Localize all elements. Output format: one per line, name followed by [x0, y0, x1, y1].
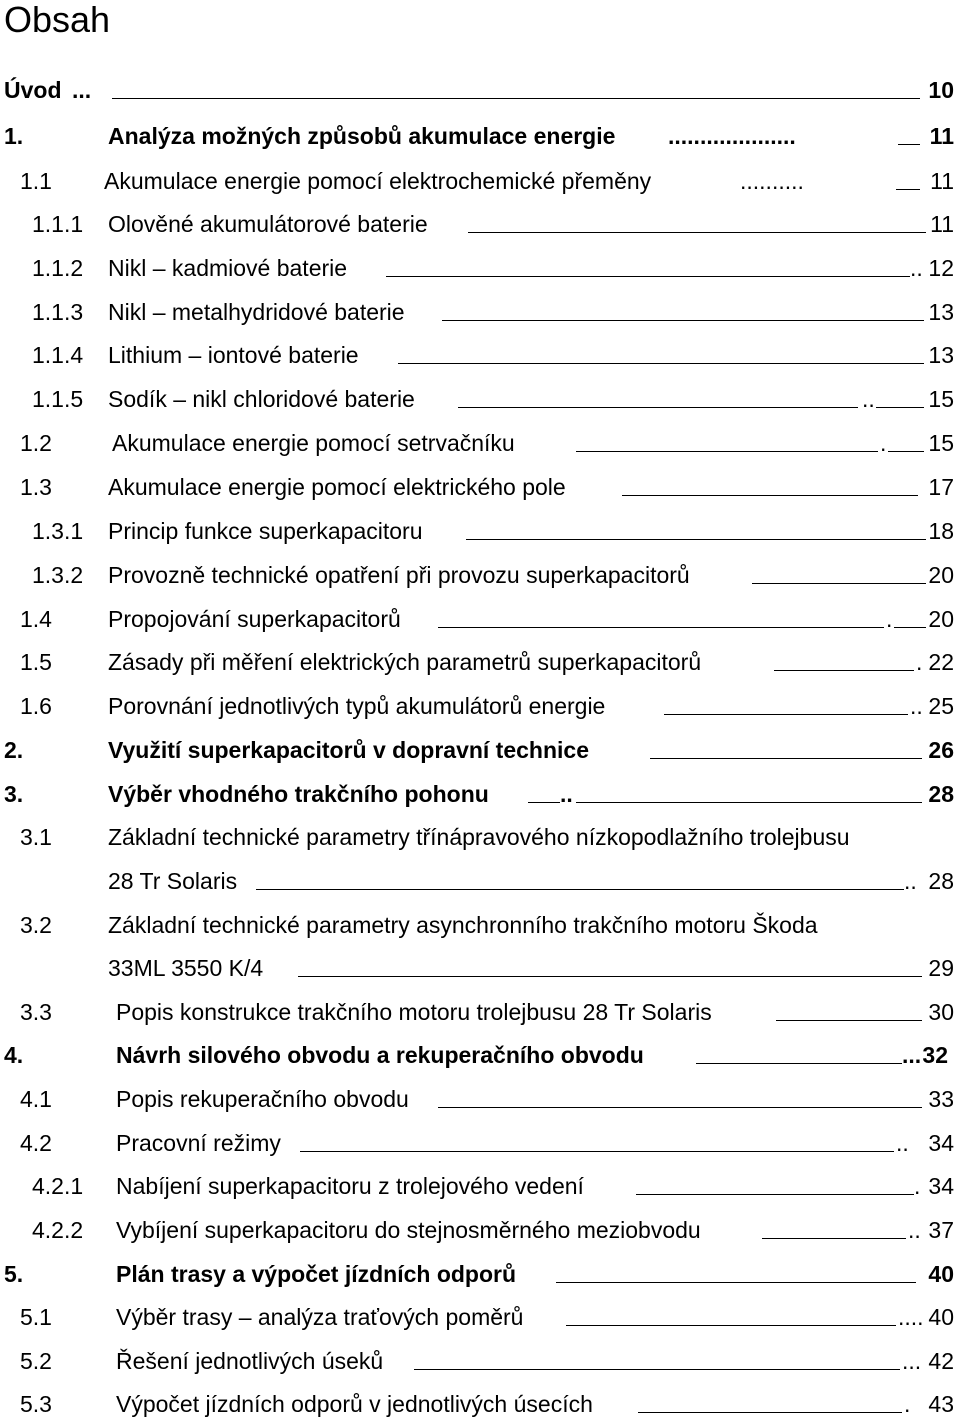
toc-entry-dots-text: ...	[72, 77, 92, 103]
toc-entry-page: 25	[928, 693, 954, 719]
toc-entry-title: Řešení jednotlivých úseků	[116, 1348, 384, 1374]
toc-entry[interactable]	[0, 865, 960, 897]
toc-entry-number: 4.2.1	[32, 1173, 84, 1199]
toc-entry-title: Nikl – metalhydridové baterie	[108, 299, 405, 325]
toc-entry[interactable]	[0, 1258, 960, 1290]
toc-leader	[752, 559, 926, 591]
toc-entry-dots-text: ...	[902, 1042, 922, 1068]
toc-entry-dots-text: ...	[902, 1348, 922, 1374]
toc-entry-number: 5.1	[20, 1304, 52, 1330]
toc-entry-number: 3.1	[20, 824, 52, 850]
toc-leader	[894, 603, 926, 635]
toc-entry-dots-text: ..	[896, 1130, 909, 1156]
toc-entry[interactable]	[0, 1301, 960, 1333]
toc-entry-number: 1.1.1	[32, 211, 84, 237]
toc-entry[interactable]	[0, 559, 960, 591]
toc-leader	[298, 952, 922, 984]
toc-entry[interactable]	[0, 1214, 960, 1246]
toc-leader	[664, 690, 908, 722]
toc-entry-number: 3.2	[20, 912, 52, 938]
toc-entry-page: 34	[928, 1130, 954, 1156]
toc-entry-page: 40	[928, 1304, 954, 1330]
toc-entry-number: 1.3.2	[32, 562, 84, 588]
toc-entry-page: 22	[928, 649, 954, 675]
toc-entry-page: 33	[928, 1086, 954, 1112]
page-title: Obsah	[4, 0, 111, 40]
toc-entry[interactable]	[0, 208, 960, 240]
toc-entry-page: 20	[928, 606, 954, 632]
toc-entry-page: 26	[928, 737, 954, 763]
toc-entry-number: 1.5	[20, 649, 52, 675]
toc-entry[interactable]	[0, 471, 960, 503]
toc-entry-number: 1.6	[20, 693, 52, 719]
toc-entry-dots-text: ..	[908, 1217, 921, 1243]
toc-leader	[576, 427, 878, 459]
toc-entry-dots-text: .	[904, 1391, 911, 1417]
toc-leader	[888, 427, 924, 459]
toc-entry-title: 33ML 3550 K/4	[108, 955, 264, 981]
toc-leader	[622, 471, 918, 503]
toc-entry-title: 28 Tr Solaris	[108, 868, 238, 894]
toc-entry-page: 11	[930, 168, 954, 194]
toc-entry[interactable]	[0, 339, 960, 371]
toc-entry-number: 1.1.2	[32, 255, 84, 281]
toc-entry-page: 12	[928, 255, 954, 281]
toc-leader	[112, 74, 920, 106]
toc-entry-page: 42	[928, 1348, 954, 1374]
toc-entry-title: Analýza možných způsobů akumulace energie	[108, 123, 616, 149]
toc-entry-page: 17	[928, 474, 954, 500]
toc-entry-number: 2.	[4, 737, 24, 763]
toc-entry-page: 15	[928, 430, 954, 456]
toc-leader	[438, 603, 884, 635]
toc-entry-page: 32	[922, 1042, 948, 1068]
toc-entry-page: 13	[928, 342, 954, 368]
toc-entry[interactable]	[0, 646, 960, 678]
toc-entry-dots-text: ....	[898, 1304, 924, 1330]
toc-entry-number: 4.	[4, 1042, 24, 1068]
toc-leader	[528, 778, 560, 810]
toc-leader	[696, 1039, 902, 1071]
toc-entry[interactable]	[0, 690, 960, 722]
toc-entry-title: Akumulace energie pomocí elektrického pole	[108, 474, 566, 500]
toc-leader	[256, 865, 904, 897]
toc-entry-page: 28	[928, 781, 954, 807]
toc-entry-page: 11	[929, 123, 954, 149]
toc-entry-dots-text: .	[880, 430, 887, 456]
toc-entry-title: Popis rekuperačního obvodu	[116, 1086, 409, 1112]
toc-entry-title: Sodík – nikl chloridové baterie	[108, 386, 415, 412]
toc-entry-number: 3.3	[20, 999, 52, 1025]
toc-entry-page: 10	[928, 77, 954, 103]
toc-entry-number: 1.3.1	[32, 518, 84, 544]
toc-entry[interactable]	[0, 1127, 960, 1159]
toc-entry-number: Úvod	[4, 77, 62, 103]
toc-entry-dots-text: ..	[904, 868, 917, 894]
toc-entry-number: 1.3	[20, 474, 52, 500]
toc-entry-page: 40	[928, 1261, 954, 1287]
toc-entry-title: Plán trasy a výpočet jízdních odporů	[116, 1261, 517, 1287]
toc-entry-title: Využití superkapacitorů v dopravní technice	[108, 737, 590, 763]
toc-leader	[638, 1388, 902, 1420]
toc-entry-number: 3.	[4, 781, 24, 807]
toc-entry-dots-text: .	[914, 1173, 921, 1199]
toc-entry[interactable]	[0, 1083, 960, 1115]
toc-entry-title: Popis konstrukce trakčního motoru trolejbusu 28 Tr Solaris	[116, 999, 712, 1025]
toc-entry-page: 11	[930, 211, 954, 237]
toc-leader	[556, 1258, 916, 1290]
toc-entry-title: Pracovní režimy	[116, 1130, 281, 1156]
toc-entry[interactable]	[0, 1170, 960, 1202]
toc-entry[interactable]	[0, 821, 960, 853]
toc-entry[interactable]	[0, 252, 960, 284]
toc-entry-page: 30	[928, 999, 954, 1025]
toc-entry[interactable]	[0, 1345, 960, 1377]
toc-entry[interactable]	[0, 296, 960, 328]
toc-entry[interactable]	[0, 515, 960, 547]
toc-entry-title: Olověné akumulátorové baterie	[108, 211, 428, 237]
toc-entry-dots-text: ..	[560, 781, 573, 807]
toc-entry[interactable]	[0, 120, 960, 152]
toc-leader	[468, 208, 926, 240]
toc-entry[interactable]	[0, 734, 960, 766]
toc-entry[interactable]	[0, 383, 960, 415]
toc-entry-dots-text: ....................	[668, 123, 796, 149]
toc-entry[interactable]	[0, 909, 960, 941]
toc-entry-title: Nikl – kadmiové baterie	[108, 255, 348, 281]
toc-entry-title: Akumulace energie pomocí elektrochemické přeměny	[104, 168, 652, 194]
toc-entry-number: 1.1.4	[32, 342, 84, 368]
toc-leader	[442, 296, 924, 328]
toc-leader	[762, 1214, 906, 1246]
toc-entry-title: Vybíjení superkapacitoru do stejnosměrného meziobvodu	[116, 1217, 701, 1243]
toc-entry-number: 1.1	[20, 168, 52, 194]
toc-leader	[896, 165, 920, 197]
toc-leader	[576, 778, 922, 810]
toc-entry[interactable]	[0, 427, 960, 459]
toc-entry-dots-text: .	[916, 649, 923, 675]
toc-leader	[650, 734, 922, 766]
toc-leader	[386, 252, 910, 284]
toc-entry-title: Lithium – iontové baterie	[108, 342, 359, 368]
toc-entry-page: 28	[928, 868, 954, 894]
toc-leader	[466, 515, 926, 547]
toc-entry-title: Výběr vhodného trakčního pohonu	[108, 781, 489, 807]
toc-entry-number: 5.3	[20, 1391, 52, 1417]
toc-leader	[300, 1127, 894, 1159]
toc-entry-title: Výpočet jízdních odporů v jednotlivých úsecích	[116, 1391, 593, 1417]
toc-entry-title: Princip funkce superkapacitoru	[108, 518, 423, 544]
toc-entry[interactable]	[0, 778, 960, 810]
toc-entry-number: 1.4	[20, 606, 52, 632]
toc-leader	[636, 1170, 914, 1202]
toc-entry-title: Návrh silového obvodu a rekuperačního obvodu	[116, 1042, 644, 1068]
toc-entry[interactable]	[0, 74, 960, 106]
toc-entry-number: 1.1.3	[32, 299, 84, 325]
toc-entry-title: Akumulace energie pomocí setrvačníku	[112, 430, 515, 456]
toc-entry-number: 4.2.2	[32, 1217, 84, 1243]
toc-entry-title: Nabíjení superkapacitoru z trolejového vedení	[116, 1173, 584, 1199]
toc-entry-title: Základní technické parametry třínápravového nízkopodlažního trolejbusu	[108, 824, 850, 850]
toc-entry[interactable]	[0, 165, 960, 197]
toc-leader	[898, 120, 920, 152]
toc-leader	[438, 1083, 922, 1115]
toc-entry-dots-text: ..	[862, 386, 875, 412]
toc-entry-number: 1.1.5	[32, 386, 84, 412]
toc-entry-page: 29	[928, 955, 954, 981]
toc-entry-title: Výběr trasy – analýza traťových poměrů	[116, 1304, 524, 1330]
toc-leader	[458, 383, 858, 415]
toc-leader	[414, 1345, 900, 1377]
toc-entry-page: 20	[928, 562, 954, 588]
toc-entry-page: 18	[928, 518, 954, 544]
toc-leader	[776, 996, 922, 1028]
toc-entry-number: 4.2	[20, 1130, 52, 1156]
toc-entry-title: Provozně technické opatření při provozu superkapacitorů	[108, 562, 690, 588]
toc-entry-number: 1.	[4, 123, 24, 149]
toc-entry[interactable]	[0, 1039, 960, 1071]
toc-entry-page: 37	[928, 1217, 954, 1243]
toc-entry-page: 15	[928, 386, 954, 412]
toc-entry[interactable]	[0, 603, 960, 635]
toc-entry-dots-text: ..	[910, 693, 923, 719]
toc-entry-title: Základní technické parametry asynchronního trakčního motoru Škoda	[108, 912, 818, 938]
toc-entry-dots-text: .	[886, 606, 893, 632]
toc-leader	[398, 339, 924, 371]
toc-entry-title: Propojování superkapacitorů	[108, 606, 401, 632]
toc-entry-dots-text: ..	[910, 255, 923, 281]
toc-entry-dots-text: ..........	[740, 168, 804, 194]
toc-entry[interactable]	[0, 952, 960, 984]
toc-entry-title: Zásady při měření elektrických parametrů superkapacitorů	[108, 649, 702, 675]
toc-entry-page: 43	[928, 1391, 954, 1417]
toc-leader	[566, 1301, 896, 1333]
toc-entry-title: Porovnání jednotlivých typů akumulátorů energie	[108, 693, 606, 719]
toc-leader	[876, 383, 924, 415]
toc-leader	[774, 646, 914, 678]
toc-entry-number: 4.1	[20, 1086, 52, 1112]
toc-entry-number: 5.	[4, 1261, 24, 1287]
toc-entry-page: 34	[928, 1173, 954, 1199]
toc-entry[interactable]	[0, 996, 960, 1028]
toc-entry[interactable]	[0, 1388, 960, 1420]
toc-entry-number: 1.2	[20, 430, 52, 456]
toc-entry-page: 13	[928, 299, 954, 325]
toc-entry-number: 5.2	[20, 1348, 52, 1374]
